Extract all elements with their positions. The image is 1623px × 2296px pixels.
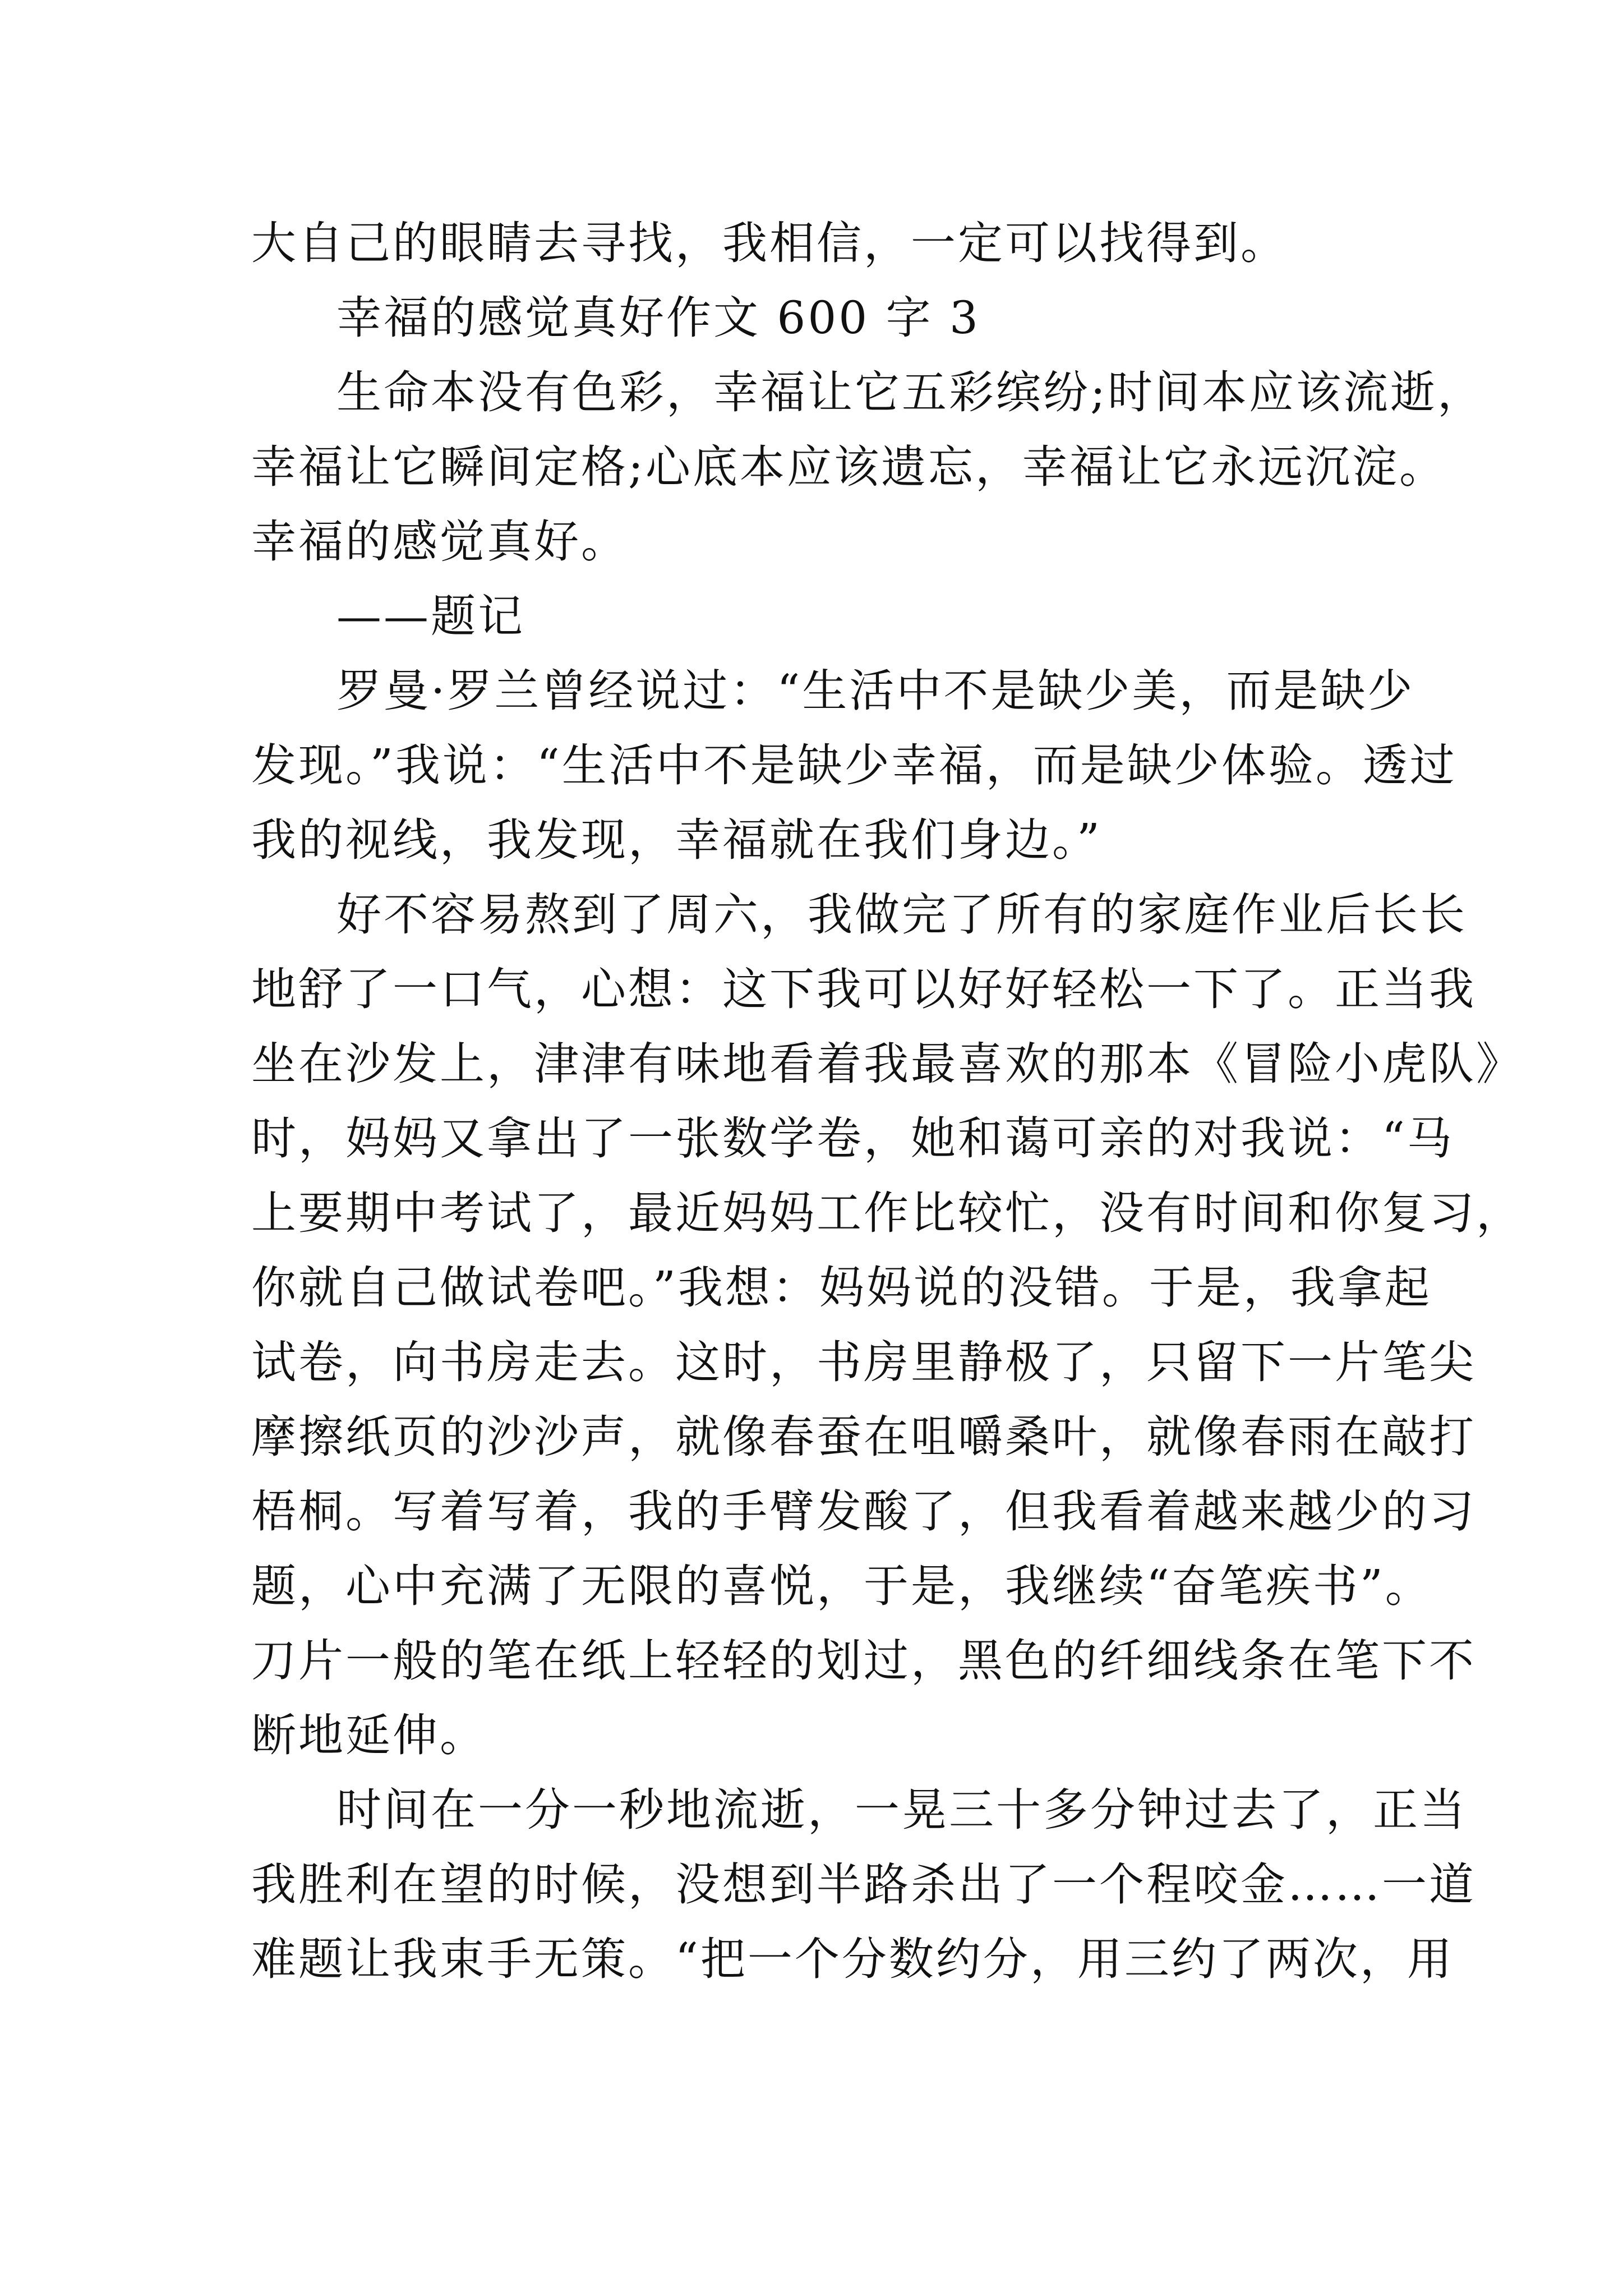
text-line: 好不容易熬到了周六，我做完了所有的家庭作业后长长 — [336, 889, 1467, 941]
text-line: 你就自己做试卷吧。”我想：妈妈说的没错。于是，我拿起 — [251, 1262, 1432, 1314]
text-line: 断地延伸。 — [251, 1709, 487, 1761]
text-line: 我胜利在望的时候，没想到半路杀出了一个程咬金……一道 — [251, 1858, 1476, 1911]
text-line: 时间在一分一秒地流逝，一晃三十多分钟过去了，正当 — [336, 1784, 1467, 1836]
section-title: 幸福的感觉真好作文 600 字 3 — [336, 292, 980, 344]
text-line: 发现。”我说：“生活中不是缺少幸福，而是缺少体验。透过 — [251, 739, 1457, 792]
text-line: 难题让我束手无策。“把一个分数约分，用三约了两次，用 — [251, 1933, 1454, 1985]
text-line: 生命本没有色彩，幸福让它五彩缤纷;时间本应该流逝， — [336, 366, 1484, 418]
text-line: 梧桐。写着写着，我的手臂发酸了，但我看着越来越少的习 — [251, 1485, 1476, 1538]
text-line: 题，心中充满了无限的喜悦，于是，我继续“奋笔疾书”。 — [251, 1560, 1432, 1612]
text-line: 上要期中考试了，最近妈妈工作比较忙，没有时间和你复习， — [251, 1187, 1523, 1239]
text-line: 地舒了一口气，心想：这下我可以好好轻松一下了。正当我 — [251, 963, 1476, 1015]
text-line: 摩擦纸页的沙沙声，就像春蚕在咀嚼桑叶，就像春雨在敲打 — [251, 1411, 1476, 1463]
text-line: 我的视线，我发现，幸福就在我们身边。” — [251, 814, 1102, 866]
text-line: 罗曼·罗兰曾经说过：“生活中不是缺少美，而是缺少 — [336, 665, 1415, 717]
text-line: 幸福让它瞬间定格;心底本应该遗忘，幸福让它永远沉淀。 — [251, 441, 1446, 493]
text-line: 坐在沙发上，津津有味地看着我最喜欢的那本《冒险小虎队》 — [251, 1038, 1523, 1090]
text-line: 大自己的眼睛去寻找，我相信，一定可以找得到。 — [251, 217, 1288, 269]
text-line: 时，妈妈又拿出了一张数学卷，她和蔼可亲的对我说：“马 — [251, 1112, 1454, 1165]
text-line: 刀片一般的笔在纸上轻轻的划过，黑色的纤细线条在笔下不 — [251, 1635, 1476, 1687]
text-line: 幸福的感觉真好。 — [251, 516, 628, 568]
epigraph-attribution: ——题记 — [336, 590, 525, 642]
text-line: 试卷，向书房走去。这时，书房里静极了，只留下一片笔尖 — [251, 1336, 1476, 1388]
